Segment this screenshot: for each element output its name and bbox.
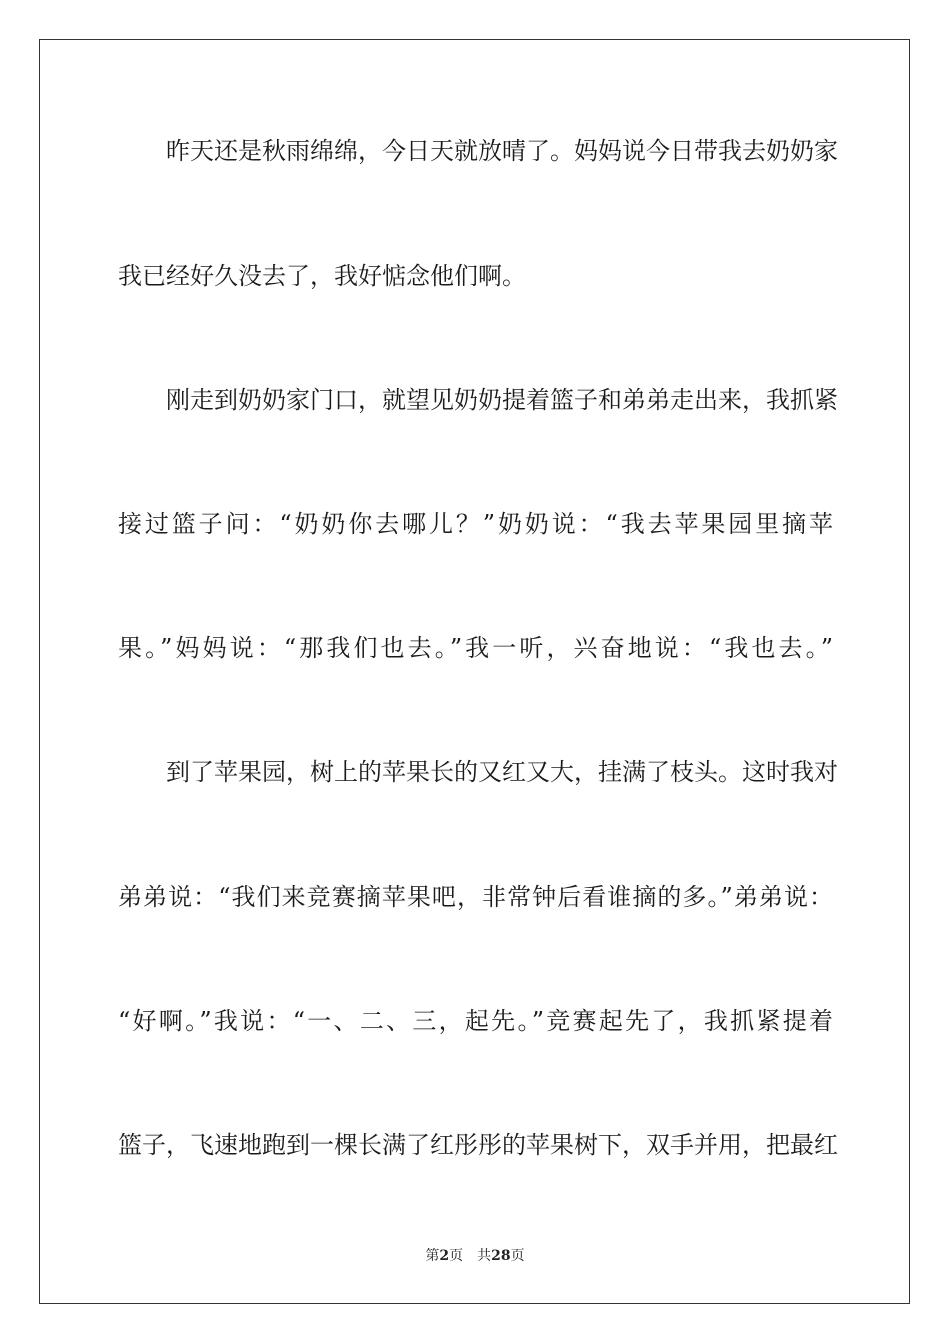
total-pages: 28 bbox=[491, 1248, 511, 1264]
page-number: 2 bbox=[439, 1248, 450, 1264]
total-suffix: 页 bbox=[510, 1248, 525, 1264]
paragraph-line: 果。”妈妈说：“那我们也去。”我一听，兴奋地说：“我也去。” bbox=[118, 634, 833, 662]
paragraph-line: 接过篮子问：“奶奶你去哪儿？”奶奶说：“我去苹果园里摘苹 bbox=[118, 510, 833, 538]
paragraph-line: 弟弟说：“我们来竞赛摘苹果吧，非常钟后看谁摘的多。”弟弟说： bbox=[118, 883, 833, 911]
paragraph-line: 到了苹果园，树上的苹果长的又红又大，挂满了枝头。这时我对 bbox=[166, 758, 838, 786]
paragraph-line: 篮子，飞速地跑到一棵长满了红彤彤的苹果树下，双手并用，把最红 bbox=[118, 1131, 838, 1159]
page-footer bbox=[0, 1247, 950, 1265]
paragraph-line: 我已经好久没去了，我好惦念他们啊。 bbox=[118, 262, 526, 290]
page-prefix: 第 bbox=[425, 1248, 440, 1264]
paragraph-line: 昨天还是秋雨绵绵，今日天就放晴了。妈妈说今日带我去奶奶家 bbox=[166, 137, 838, 165]
page-suffix: 页 bbox=[449, 1248, 464, 1264]
page-border bbox=[39, 39, 910, 1304]
total-prefix: 共 bbox=[477, 1248, 492, 1264]
paragraph-line: 刚走到奶奶家门口，就望见奶奶提着篮子和弟弟走出来，我抓紧 bbox=[166, 386, 838, 414]
paragraph-line: “好啊。”我说：“一、二、三，起先。”竞赛起先了，我抓紧提着 bbox=[118, 1007, 833, 1035]
